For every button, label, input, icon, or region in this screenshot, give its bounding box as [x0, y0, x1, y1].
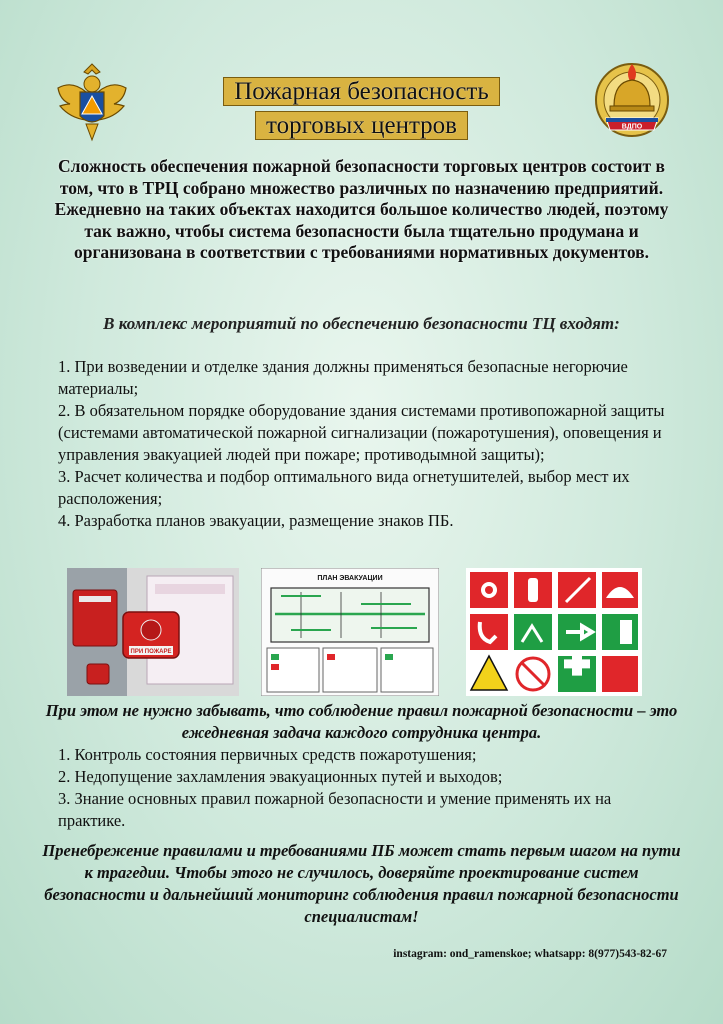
page-subtitle: торговых центров — [255, 111, 468, 140]
fire-alarm-photo — [67, 568, 239, 696]
reminder-list — [58, 744, 678, 832]
vdpo-badge-text: ВДПО — [621, 123, 643, 131]
evacuation-plan-photo — [261, 568, 439, 696]
list-item: 2. В обязательном порядке оборудование здания системами противопожарной защиты (системами автоматической пожарной сигнализации (пожаротушения), оповещения и управления эвакуацией людей при пожаре; противодымной защиты); — [58, 401, 665, 464]
measures-heading: В комплекс мероприятий по обеспечению безопасности ТЦ входят: — [103, 314, 620, 333]
list-item: 3. Знание основных правил пожарной безопасности и умение применять их на практике. — [58, 789, 612, 830]
contacts-line: instagram: ond_ramenskoe; whatsapp: 8(977)543-82-67 — [393, 948, 667, 960]
closing-paragraph: Пренебрежение правилами и требованиями ПБ может стать первым шагом на пути к трагедии. Чтобы этого не случилось, доверяйте проектирование систем безопасности и дальнейший мониторинг соблюдения правил пожарной безопасности специалистам! — [42, 841, 681, 926]
list-item: 3. Расчет количества и подбор оптимального вида огнетушителей, выбор мест их расположения; — [58, 467, 630, 508]
list-item: 1. Контроль состояния первичных средств пожаротушения; — [58, 745, 477, 764]
list-item: 1. При возведении и отделке здания должны применяться безопасные негорючие материалы; — [58, 357, 628, 398]
intro-paragraph: Сложность обеспечения пожарной безопасности торговых центров состоит в том, что в ТРЦ собрано множество различных по назначению предприятий. Ежедневно на таких объектах находится большое количество людей, поэтому так важно, чтобы система безопасности была тщательно продумана и организована в соответствии с требованиями нормативных документов. — [54, 156, 669, 262]
plan-title: ПЛАН ЭВАКУАЦИИ — [317, 575, 383, 582]
reminder-heading: При этом не нужно забывать, что соблюдение правил пожарной безопасности – это ежедневная задача каждого сотрудника центра. — [45, 701, 678, 742]
page-title: Пожарная безопасность — [223, 77, 500, 106]
title-line-2 — [0, 112, 723, 140]
list-item: 2. Недопущение захламления эвакуационных путей и выходов; — [58, 767, 503, 786]
measures-list — [58, 356, 678, 532]
safety-signs-photo — [466, 568, 642, 696]
title-line-1 — [0, 78, 723, 106]
alarm-label: ПРИ ПОЖАРЕ — [130, 649, 172, 655]
list-item: 4. Разработка планов эвакуации, размещение знаков ПБ. — [58, 511, 454, 530]
